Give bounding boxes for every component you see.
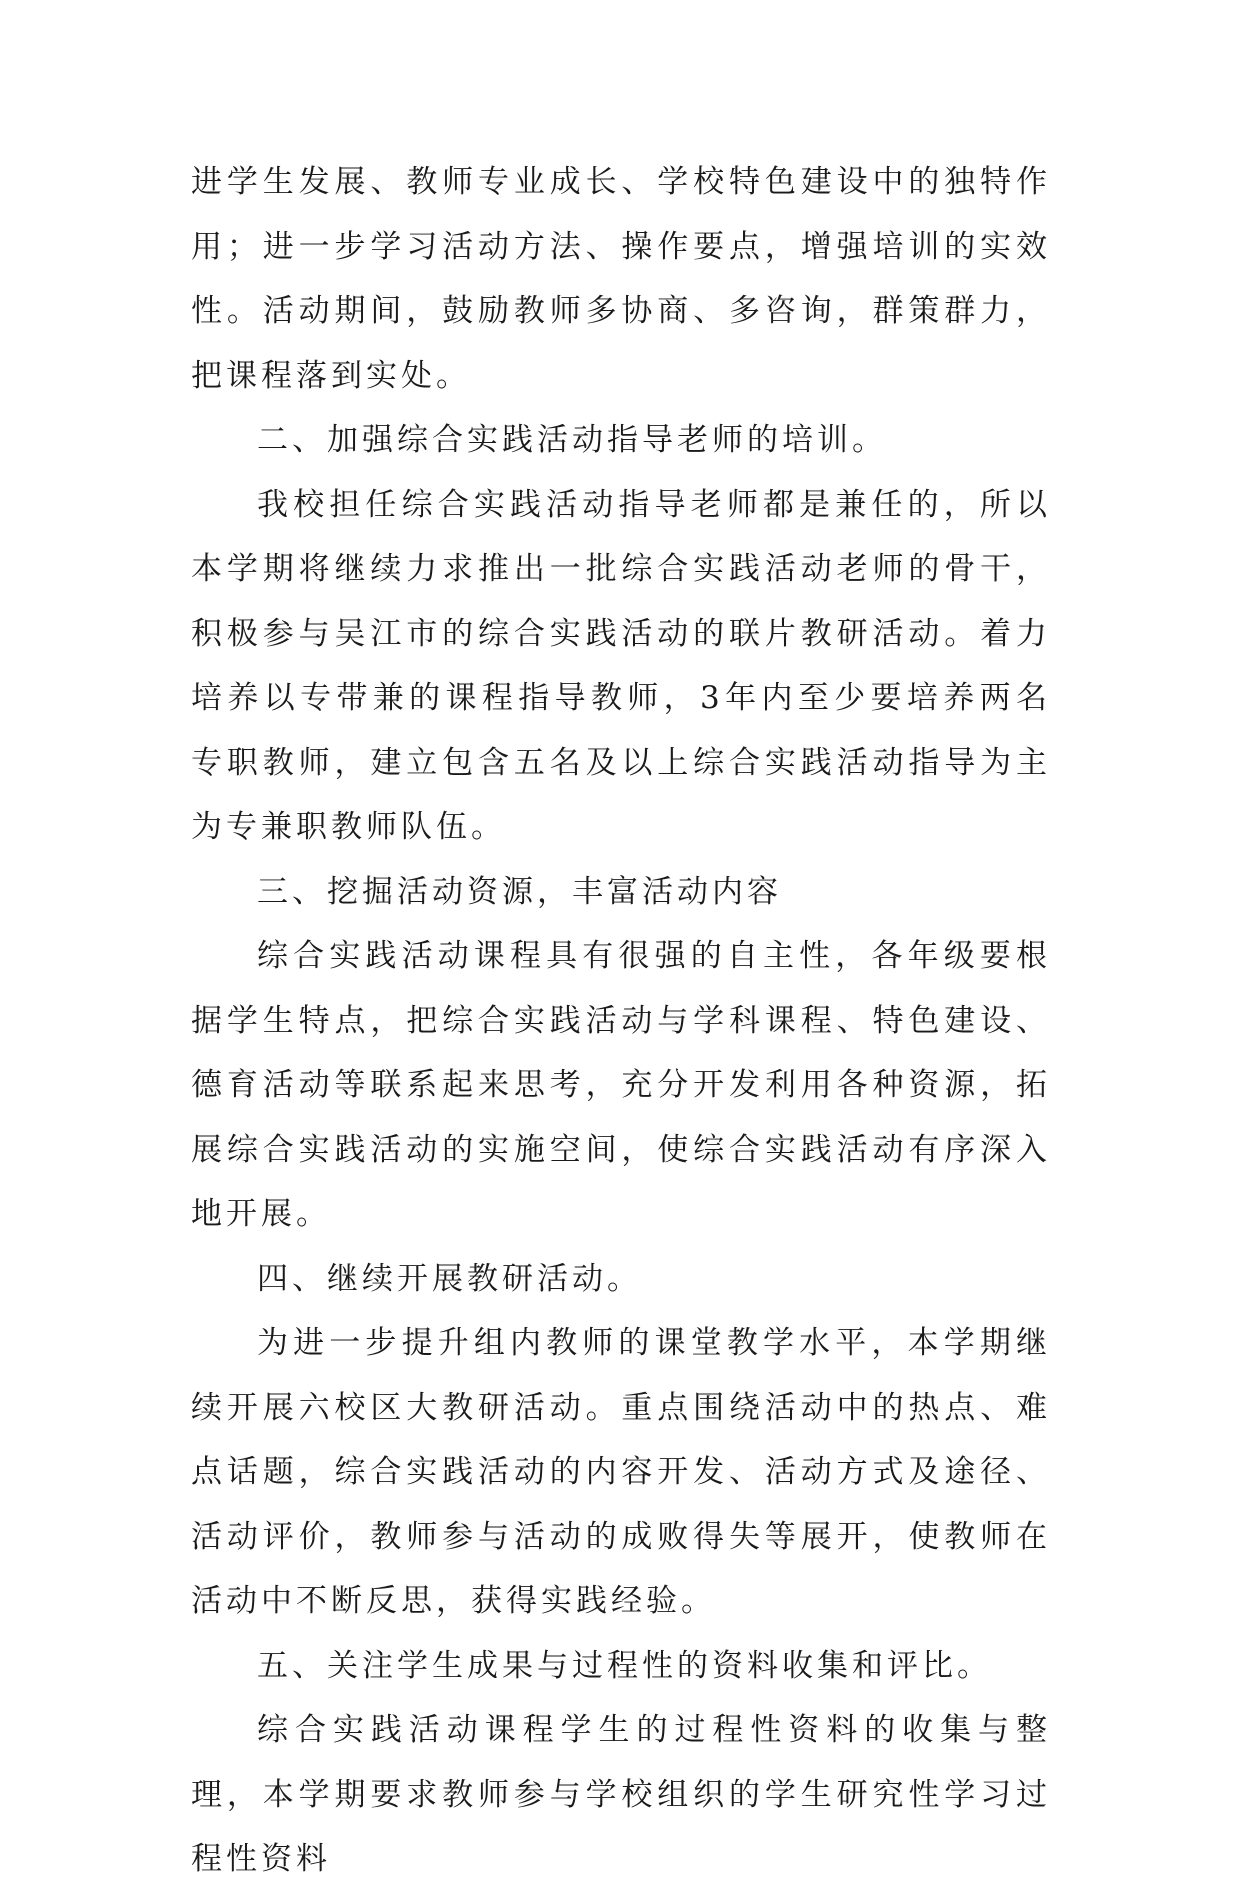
- paragraph-continuation: 进学生发展、教师专业成长、学校特色建设中的独特作用；进一步学习活动方法、操作要点，增强培训的实效性。活动期间，鼓励教师多协商、多咨询，群策群力，把课程落到实处。: [191, 164, 1051, 394]
- section-heading-2: 二、加强综合实践活动指导老师的培训。: [257, 422, 887, 458]
- section-heading-4: 四、继续开展教研活动。: [257, 1260, 642, 1297]
- paragraph-teacher-training: 我校担任综合实践活动指导老师都是兼任的，所以本学期将继续力求推出一批综合实践活动老师的骨干，积极参与吴江市的综合实践活动的联片教研活动。着力培养以专带兼的课程指导教师，3年内至少要培养两名专职教师，建立包含五名及以上综合实践活动指导为主为专兼职教师队伍。: [191, 486, 1051, 845]
- paragraph-activity-resources: 综合实践活动课程具有很强的自主性，各年级要根据学生特点，把综合实践活动与学科课程、特色建设、德育活动等联系起来思考，充分开发利用各种资源，拓展综合实践活动的实施空间，使综合实践活动有序深入地开展。: [191, 938, 1051, 1232]
- paragraph-materials-collection: 综合实践活动课程学生的过程性资料的收集与整理，本学期要求教师参与学校组织的学生研究性学习过程性资料: [191, 1712, 1051, 1877]
- section-heading-3: 三、挖掘活动资源，丰富活动内容: [257, 873, 782, 910]
- document-body: [191, 150, 1051, 1892]
- section-heading-5: 五、关注学生成果与过程性的资料收集和评比。: [257, 1647, 992, 1684]
- paragraph-teaching-research: 为进一步提升组内教师的课堂教学水平，本学期继续开展六校区大教研活动。重点围绕活动中的热点、难点话题，综合实践活动的内容开发、活动方式及途径、活动评价，教师参与活动的成败得失等展开，使教师在活动中不断反思，获得实践经验。: [191, 1325, 1051, 1619]
